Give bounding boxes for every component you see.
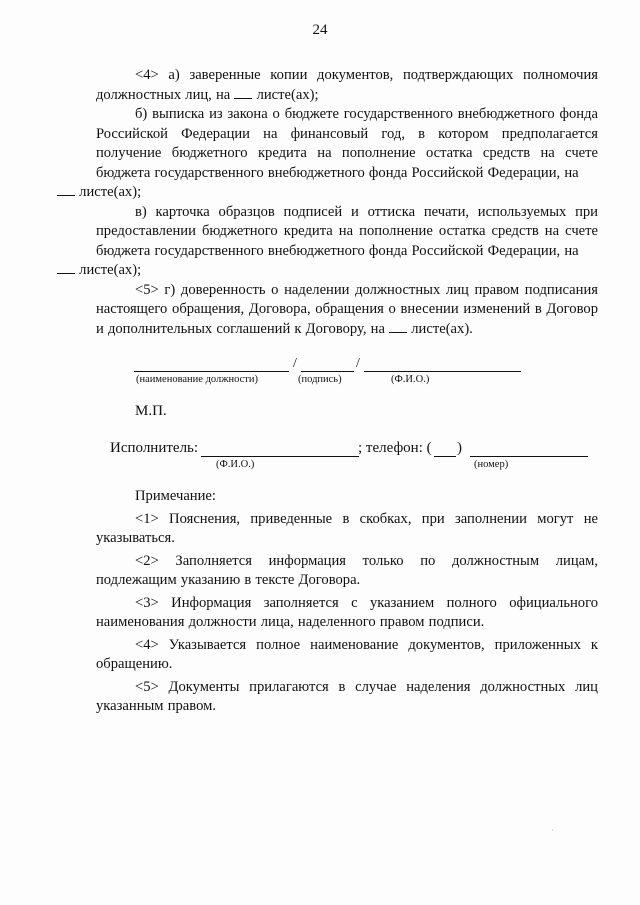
phone-label: ; телефон: ( xyxy=(358,440,432,456)
blank-field xyxy=(389,320,407,333)
note-item: <1> Пояснения, приведенные в скобках, при заполнении могут не указываться. xyxy=(96,510,598,546)
attachment-a-text: <4> а) заверенные копии документов, подтверждающих полномочия должностных лиц, на xyxy=(96,67,598,103)
blank-field xyxy=(57,261,75,274)
attachment-item-a xyxy=(96,66,598,105)
name-caption: (Ф.И.О.) xyxy=(391,374,430,385)
notes-title: Примечание: xyxy=(135,488,216,504)
note-item: <5> Документы прилагаются в случае наделения должностных лиц указанным правом. xyxy=(96,678,598,714)
attachment-item-b xyxy=(79,105,598,203)
attachments-list xyxy=(79,66,598,339)
position-caption: (наименование должности) xyxy=(136,374,259,385)
executor-name-caption: (Ф.И.О.) xyxy=(216,459,255,470)
phone-code-line[interactable] xyxy=(434,456,456,457)
phone-number-line[interactable] xyxy=(470,456,588,457)
attachment-item-c xyxy=(79,203,598,281)
note-item: <2> Заполняется информация только по должностным лицам, подлежащим указанию в тексте Договора. xyxy=(96,552,598,588)
note-item: <3> Информация заполняется с указанием полного официального наименования должности лица, наделенного правом подписи. xyxy=(96,594,598,630)
attachment-d-text: <5> г) доверенность о наделении должностных лиц правом подписания настоящего обращения, Договора, обращения о внесении изменений в Договор и дополнительных соглашений к Договору, на xyxy=(96,281,598,337)
executor-name-line[interactable] xyxy=(201,456,359,457)
attachment-b-text: б) выписка из закона о бюджете государственного внебюджетного фонда Российской Федерации на финансовый год, в котором предполагается получение бюджетного кредита на пополнение остатка средств на счете бюджета государственного внебюджетного фонда Российской Федерации, на xyxy=(96,106,598,181)
attachment-d-suffix: листе(ах). xyxy=(411,320,473,337)
signature-line[interactable] xyxy=(301,371,354,372)
position-line[interactable] xyxy=(134,371,289,372)
slash-separator: / xyxy=(356,356,360,371)
phone-close: ) xyxy=(457,440,462,456)
executor-block xyxy=(110,440,610,480)
attachment-a-suffix: листе(ах); xyxy=(256,86,319,103)
signature-block xyxy=(134,356,524,396)
name-line[interactable] xyxy=(364,371,521,372)
executor-label: Исполнитель: xyxy=(110,440,199,456)
attachment-b-suffix: листе(ах); xyxy=(79,184,142,200)
notes-section xyxy=(96,487,598,717)
phone-number-caption: (номер) xyxy=(474,459,509,470)
note-item: <4> Указывается полное наименование документов, приложенных к обращению. xyxy=(96,636,598,672)
attachment-item-d xyxy=(96,281,598,340)
signature-caption: (подпись) xyxy=(298,374,342,385)
page-number: 24 xyxy=(312,22,328,38)
blank-field xyxy=(234,86,252,99)
attachment-c-suffix: листе(ах); xyxy=(79,262,142,278)
attachment-c-text: в) карточка образцов подписей и оттиска печати, используемых при предоставлении бюджетного кредита на пополнение остатка средств на счете бюджета государственного внебюджетного фонда Российской Федерации, на xyxy=(96,203,598,259)
blank-field xyxy=(57,183,75,196)
slash-separator: / xyxy=(293,356,297,371)
stamp-label: М.П. xyxy=(135,403,167,419)
scan-mark: · xyxy=(551,826,554,835)
